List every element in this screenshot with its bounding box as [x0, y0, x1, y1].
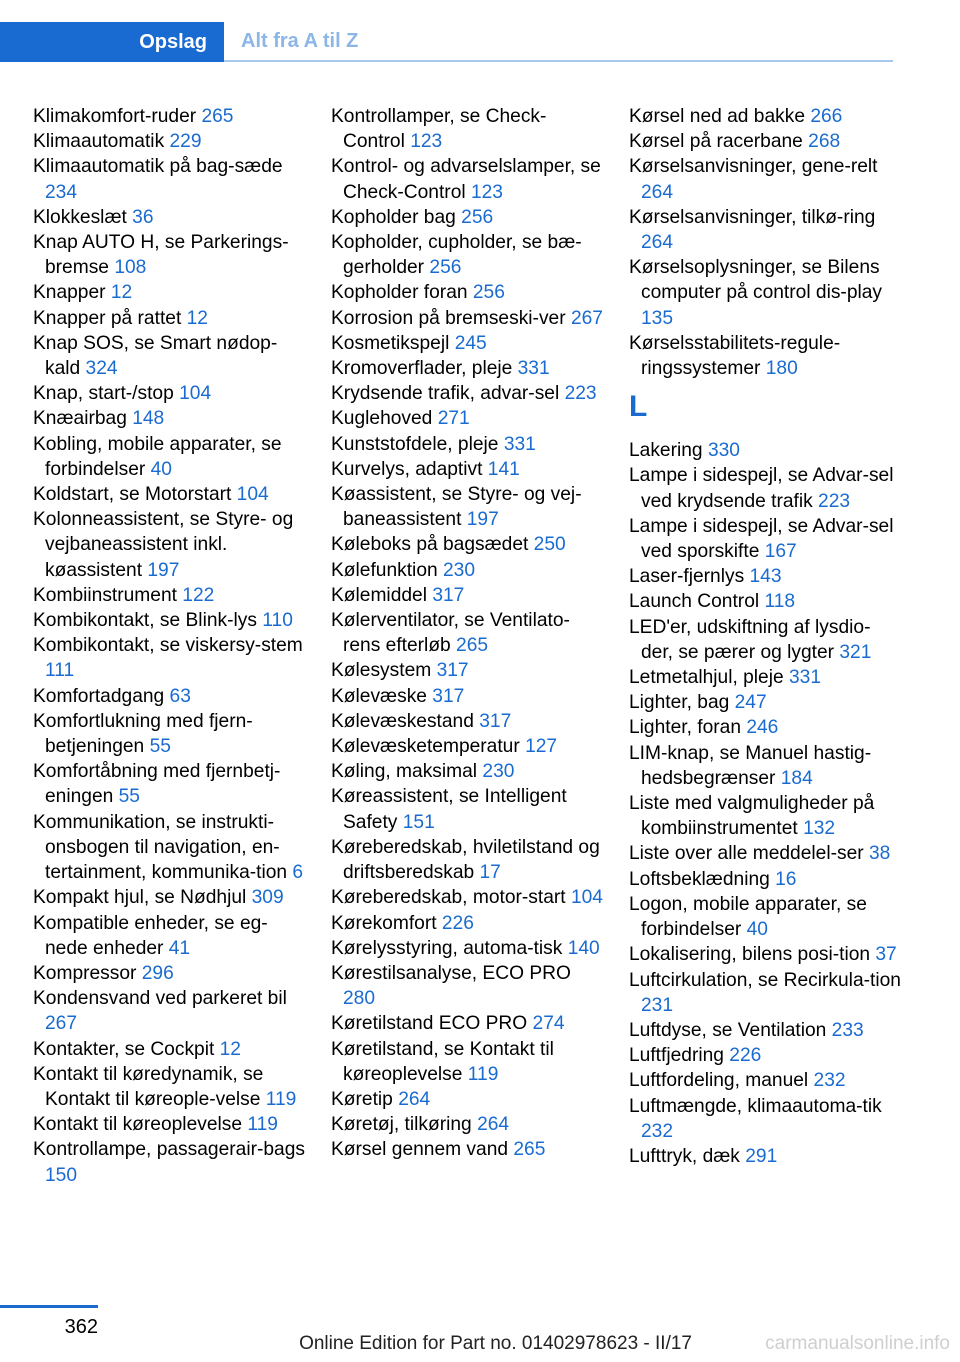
- index-entry: [331, 608, 603, 658]
- index-entry: [331, 230, 603, 280]
- page-number: 362: [64, 1316, 98, 1338]
- index-entry-page-link[interactable]: 256: [429, 257, 462, 279]
- index-entry: [33, 205, 305, 230]
- index-entry-page-link[interactable]: 104: [236, 484, 269, 506]
- index-entry-page-link[interactable]: 296: [141, 962, 174, 984]
- index-entry-page-link[interactable]: 267: [570, 307, 603, 329]
- index-entry: [629, 690, 901, 715]
- index-entry-page-link[interactable]: 118: [764, 591, 796, 613]
- index-entry-term: Kompressor: [33, 962, 142, 984]
- index-entry: [331, 1011, 603, 1036]
- index-entry-page-link[interactable]: 143: [749, 566, 782, 588]
- index-entry: [33, 709, 305, 759]
- index-entry: [331, 1037, 603, 1087]
- index-entry-page-link[interactable]: 317: [432, 584, 465, 606]
- index-entry-term: Køreassistent, se Intelligent Safety: [331, 786, 567, 833]
- index-entry-term: Lokalisering, bilens posi-tion: [629, 944, 876, 966]
- index-entry-page-link[interactable]: 111: [45, 660, 75, 682]
- index-entry-page-link[interactable]: 41: [168, 937, 191, 959]
- index-entry: [33, 608, 305, 633]
- index-entry: [331, 835, 603, 885]
- index-entry-term: Kørselsstabilitets-regule-ringssystemer: [629, 332, 841, 380]
- index-entry: [629, 942, 901, 967]
- index-entry: [331, 558, 603, 583]
- index-entry-term: Knap, start-/stop: [33, 383, 180, 405]
- index-entry-page-link[interactable]: 245: [454, 332, 487, 354]
- index-entry-term: Kørselsanvisninger, tilkø-ring: [629, 206, 876, 228]
- index-entry-page-link[interactable]: 226: [441, 912, 474, 934]
- index-entry-term: Kontakter, se Cockpit: [33, 1038, 220, 1060]
- index-entry-term: Loftsbeklædning: [629, 868, 776, 890]
- index-entry: [33, 1062, 305, 1112]
- index-entry-term: Køling, maksimal: [331, 761, 483, 783]
- index-entry: [331, 784, 603, 834]
- index-entry-page-link[interactable]: 331: [503, 433, 536, 455]
- index-entry-page-link[interactable]: 331: [517, 358, 550, 380]
- index-entry-page-link[interactable]: 40: [746, 919, 768, 941]
- index-entry: [331, 482, 603, 532]
- index-entry-term: Kørelysstyring, automa-tisk: [331, 937, 568, 959]
- index-entry: [33, 482, 305, 507]
- index-entry-term: Kontakt til køredynamik, se Kontakt til køreople-velse: [33, 1063, 266, 1110]
- index-entry-term: Køretilstand, se Kontakt til køreoplevelse: [331, 1038, 554, 1085]
- index-entry: [33, 583, 305, 608]
- index-entry-term: Knap AUTO H, se Parkerings-bremse: [33, 232, 289, 279]
- index-entry-term: Kørestilsanalyse, ECO PRO: [331, 962, 571, 984]
- index-entry: [629, 564, 901, 589]
- index-entry-page-link[interactable]: 267: [45, 1013, 78, 1035]
- index-entry-page-link[interactable]: 55: [149, 736, 171, 758]
- index-column-3: [629, 104, 901, 1169]
- index-entry: [331, 154, 603, 204]
- index-entry: [33, 1037, 305, 1062]
- index-entry: [331, 104, 603, 154]
- index-entry-term: Luftfordeling, manuel: [629, 1070, 814, 1092]
- index-entry-page-link[interactable]: 17: [479, 862, 501, 884]
- index-entry: [33, 406, 305, 431]
- index-entry: [629, 741, 901, 791]
- index-entry-page-link[interactable]: 12: [219, 1038, 241, 1060]
- index-entry-page-link[interactable]: 231: [641, 994, 674, 1016]
- index-entry-page-link[interactable]: 264: [398, 1088, 431, 1110]
- index-entry-page-link[interactable]: 223: [564, 383, 597, 405]
- index-entry: [629, 1094, 901, 1144]
- index-entry-page-link[interactable]: 266: [810, 106, 843, 127]
- index-entry-page-link[interactable]: 280: [343, 988, 376, 1010]
- index-entry-page-link[interactable]: 264: [641, 181, 674, 203]
- index-entry-term: Kosmetikspejl: [331, 332, 455, 354]
- index-entry-term: Kørekomfort: [331, 912, 442, 934]
- index-entry-term: Laser-fjernlys: [629, 566, 750, 588]
- index-entry-page-link[interactable]: 119: [247, 1114, 278, 1136]
- index-entry-term: Lampe i sidespejl, se Advar-sel ved krydsende trafik: [629, 465, 894, 512]
- index-entry-term: Kondensvand ved parkeret bil: [33, 988, 287, 1010]
- index-entry-page-link[interactable]: 317: [479, 710, 512, 732]
- index-entry: [331, 280, 603, 305]
- index-entry-term: Køleboks på bagsædet: [331, 534, 534, 556]
- index-entry-term: Kølevæskestand: [331, 710, 480, 732]
- index-entry-term: Klimaautomatik på bag-sæde: [33, 156, 283, 178]
- index-entry-term: Lighter, foran: [629, 717, 747, 739]
- index-entry: [629, 968, 901, 1018]
- index-entry-term: Køretip: [331, 1088, 399, 1110]
- index-entry: [629, 615, 901, 665]
- index-entry-page-link[interactable]: 150: [45, 1164, 78, 1186]
- index-entry-term: Knapper på rattet: [33, 307, 187, 329]
- index-entry-term: Køreberedskab, hviletilstand og driftsberedskab: [331, 836, 600, 884]
- index-entry-term: Kopholder, cupholder, se bæ-gerholder: [331, 232, 582, 279]
- index-entry: [33, 885, 305, 910]
- index-entry: [331, 1087, 603, 1112]
- index-entry-page-link[interactable]: 247: [734, 692, 767, 714]
- index-entry-page-link[interactable]: 309: [251, 887, 284, 909]
- index-entry-page-link[interactable]: 234: [45, 181, 78, 203]
- index-entry: [629, 715, 901, 740]
- index-entry-page-link[interactable]: 104: [570, 887, 603, 909]
- index-entry-page-link[interactable]: 246: [746, 717, 779, 739]
- index-entry-page-link[interactable]: 123: [470, 181, 503, 203]
- index-entry-page-link[interactable]: 127: [525, 736, 558, 758]
- index-entry: [331, 759, 603, 784]
- index-entry-page-link[interactable]: 324: [85, 358, 118, 380]
- index-entry-page-link[interactable]: 12: [186, 307, 208, 329]
- index-entry-page-link[interactable]: 141: [487, 458, 520, 480]
- index-entry: [331, 583, 603, 608]
- index-entry-term: Kørselsanvisninger, gene-relt: [629, 156, 878, 178]
- index-entry: [629, 1043, 901, 1068]
- index-entry-page-link[interactable]: 271: [437, 408, 470, 430]
- index-entry: [33, 280, 305, 305]
- index-entry-page-link[interactable]: 331: [789, 667, 822, 689]
- index-entry: [33, 507, 305, 583]
- index-section-letter: L: [629, 390, 648, 424]
- index-entry: [629, 463, 901, 513]
- index-entry-term: Kromoverflader, pleje: [331, 358, 518, 380]
- index-entry: [33, 230, 305, 280]
- index-entry: [629, 154, 901, 204]
- index-entry: [629, 841, 901, 866]
- index-entry-page-link[interactable]: 232: [813, 1070, 846, 1092]
- index-entry-term: Komfortåbning med fjernbetj-eningen: [33, 761, 281, 808]
- index-entry-page-link[interactable]: 16: [775, 868, 797, 890]
- index-entry: [33, 331, 305, 381]
- index-entry-term: Korrosion på bremseski-ver: [331, 307, 571, 329]
- index-entry: [33, 1112, 305, 1137]
- index-entry-page-link[interactable]: 63: [169, 685, 191, 707]
- index-entry-page-link[interactable]: 180: [765, 358, 798, 380]
- index-entry-term: Kurvelys, adaptivt: [331, 458, 488, 480]
- index-entry: [33, 986, 305, 1036]
- index-entry-page-link[interactable]: 226: [729, 1045, 762, 1067]
- index-entry: [629, 589, 901, 614]
- index-entry-page-link[interactable]: 265: [201, 106, 234, 127]
- index-entry: [629, 514, 901, 564]
- index-entry-page-link[interactable]: 321: [839, 641, 872, 663]
- index-entry: [331, 734, 603, 759]
- index-entry-term: Kølefunktion: [331, 559, 443, 581]
- index-entry: [629, 867, 901, 892]
- index-entry-term: Kørsel gennem vand: [331, 1139, 514, 1161]
- index-entry-page-link[interactable]: 230: [482, 761, 515, 783]
- index-entry-page-link[interactable]: 317: [432, 685, 465, 707]
- index-entry-term: Kombikontakt, se viskersy-stem: [33, 635, 303, 657]
- index-entry-page-link[interactable]: 148: [132, 408, 165, 430]
- index-entry-term: Kunststofdele, pleje: [331, 433, 504, 455]
- index-column-2: [331, 104, 603, 1163]
- index-entry: [331, 658, 603, 683]
- index-entry-term: Kompatible enheder, se eg-nede enheder: [33, 912, 268, 959]
- index-entry-page-link[interactable]: 110: [262, 610, 293, 632]
- index-entry-term: Kontakt til køreoplevelse: [33, 1114, 248, 1136]
- index-entry: [629, 129, 901, 154]
- index-entry: [331, 936, 603, 961]
- index-entry: [629, 104, 901, 129]
- index-entry-term: Koldstart, se Motorstart: [33, 484, 237, 506]
- index-entry-page-link[interactable]: 38: [868, 843, 891, 865]
- index-entry-term: Knapper: [33, 282, 111, 304]
- index-entry: [629, 438, 901, 463]
- index-entry: [331, 457, 603, 482]
- index-entry-term: Klimakomfort-ruder: [33, 106, 202, 127]
- index-entry: [629, 892, 901, 942]
- index-entry: [33, 810, 305, 886]
- index-entry: [629, 205, 901, 255]
- index-entry-term: Kølemiddel: [331, 584, 433, 606]
- index-entry: [33, 684, 305, 709]
- index-entry-term: LED'er, udskiftning af lysdio-der, se pærer og lygter: [629, 616, 871, 663]
- index-entry-term: Luftdyse, se Ventilation: [629, 1019, 832, 1041]
- index-entry-page-link[interactable]: 232: [641, 1120, 674, 1142]
- index-column-1: [33, 104, 305, 1188]
- index-entry: [33, 306, 305, 331]
- index-entry-term: Kørselsoplysninger, se Bilens computer på control dis-play: [629, 257, 883, 304]
- index-entry: [629, 255, 901, 331]
- index-entry: [33, 759, 305, 809]
- index-entry-page-link[interactable]: 167: [764, 541, 797, 563]
- index-entry: [331, 885, 603, 910]
- index-entry-term: Kopholder foran: [331, 282, 473, 304]
- index-entry-page-link[interactable]: 6: [292, 862, 304, 884]
- index-entry-term: Launch Control: [629, 591, 765, 613]
- index-entry-term: Kontrol- og advarselslamper, se Check-Control: [331, 156, 601, 203]
- tab-alt-fra-a-til-z[interactable]: Alt fra A til Z: [224, 22, 893, 62]
- index-entry-term: LIM-knap, se Manuel hastig-hedsbegrænser: [629, 742, 872, 789]
- index-entry-page-link[interactable]: 122: [182, 584, 215, 606]
- index-entry-page-link[interactable]: 268: [808, 131, 841, 153]
- index-entry-term: Køretøj, tilkøring: [331, 1114, 478, 1136]
- index-entry-term: Lampe i sidespejl, se Advar-sel ved sporskifte: [629, 515, 894, 563]
- index-entry: [629, 1068, 901, 1093]
- index-entry-page-link[interactable]: 264: [641, 232, 674, 254]
- index-entry-term: Kontrollamper, se Check-Control: [331, 106, 547, 153]
- index-entry: [331, 1137, 603, 1162]
- index-entry-term: Kompakt hjul, se Nødhjul: [33, 887, 252, 909]
- index-entry-term: Kombiinstrument: [33, 584, 183, 606]
- index-entry-page-link[interactable]: 229: [169, 131, 202, 153]
- index-entry: [33, 129, 305, 154]
- index-entry-term: Klokkeslæt: [33, 206, 133, 228]
- index-entry: [33, 1137, 305, 1187]
- index-entry-page-link[interactable]: 184: [780, 767, 813, 789]
- index-entry-page-link[interactable]: 37: [875, 944, 897, 966]
- index-entry-page-link[interactable]: 151: [402, 811, 435, 833]
- page-number-rule: [0, 1305, 98, 1308]
- index-entry-page-link[interactable]: 132: [803, 818, 836, 840]
- index-entry-term: Køretilstand ECO PRO: [331, 1013, 533, 1035]
- index-entry: [331, 432, 603, 457]
- index-entry-term: Knæairbag: [33, 408, 133, 430]
- index-entry-term: Kølevæske: [331, 685, 433, 707]
- index-entry-page-link[interactable]: 12: [110, 282, 133, 304]
- index-entry-term: Komfortadgang: [33, 685, 170, 707]
- index-entry: [331, 406, 603, 431]
- index-entry: [629, 1144, 901, 1169]
- index-entry-term: Kobling, mobile apparater, se forbindelser: [33, 433, 282, 480]
- index-entry: [33, 104, 305, 129]
- index-entry-term: Krydsende trafik, advar-sel: [331, 383, 565, 405]
- index-entry-term: Letmetalhjul, pleje: [629, 667, 789, 689]
- index-entry-page-link[interactable]: 256: [472, 282, 505, 304]
- index-entry-page-link[interactable]: 40: [150, 458, 172, 480]
- index-entry-term: Lakering: [629, 440, 708, 462]
- index-entry: [331, 911, 603, 936]
- index-entry-page-link[interactable]: 104: [179, 383, 212, 405]
- index-entry: [33, 911, 305, 961]
- index-entry: [629, 1018, 901, 1043]
- index-entry-page-link[interactable]: 291: [745, 1145, 778, 1167]
- watermark: carmanualsonline.info: [765, 1333, 950, 1354]
- index-entry-page-link[interactable]: 317: [436, 660, 469, 682]
- index-entry-term: Kontrollampe, passagerair-bags: [33, 1139, 305, 1161]
- index-entry-page-link[interactable]: 119: [467, 1063, 499, 1085]
- index-entry-page-link[interactable]: 230: [443, 559, 476, 581]
- index-entry-term: Kolonneassistent, se Styre- og vejbaneassistent inkl. køassistent: [33, 509, 294, 581]
- index-entry-page-link[interactable]: 119: [265, 1088, 297, 1110]
- index-entry-term: Luftcirkulation, se Recirkula-tion: [629, 969, 901, 991]
- index-entry-page-link[interactable]: 223: [818, 490, 851, 512]
- header-tabbar: [0, 22, 893, 62]
- index-entry-page-link[interactable]: 55: [118, 786, 140, 808]
- index-entry-page-link[interactable]: 274: [532, 1013, 565, 1035]
- index-entry-page-link[interactable]: 330: [707, 440, 740, 462]
- index-entry-page-link[interactable]: 123: [410, 131, 443, 153]
- index-entry-page-link[interactable]: 256: [461, 206, 494, 228]
- index-entry: [331, 709, 603, 734]
- index-entry: [331, 684, 603, 709]
- index-entry: [629, 791, 901, 841]
- index-entry-term: Kopholder bag: [331, 206, 462, 228]
- index-entry-page-link[interactable]: 265: [456, 635, 489, 657]
- index-entry: [331, 1112, 603, 1137]
- index-entry: [331, 356, 603, 381]
- index-entry-term: Klimaautomatik: [33, 131, 170, 153]
- index-entry-term: Logon, mobile apparater, se forbindelser: [629, 893, 867, 941]
- index-entry-term: Kommunikation, se instrukti-onsbogen til navigation, en-tertainment, kommunika-tion: [33, 811, 293, 884]
- index-entry: [331, 331, 603, 356]
- index-entry-term: Kuglehoved: [331, 408, 438, 430]
- index-entry-page-link[interactable]: 264: [477, 1114, 510, 1136]
- index-entry-term: Køreberedskab, motor-start: [331, 887, 571, 909]
- index-entry: [33, 633, 305, 683]
- index-entry-page-link[interactable]: 250: [533, 534, 566, 556]
- index-entry-term: Kølesystem: [331, 660, 437, 682]
- index-entry-term: Kølerventilator, se Ventilato-rens efterløb: [331, 610, 570, 657]
- index-entry-term: Kørsel på racerbane: [629, 131, 809, 153]
- index-entry-term: Liste over alle meddelel-ser: [629, 843, 869, 865]
- tab-opslag[interactable]: Opslag: [0, 22, 224, 62]
- index-entry-term: Kølevæsketemperatur: [331, 736, 526, 758]
- index-entry: [331, 961, 603, 1011]
- index-entry-term: Luftfjedring: [629, 1045, 730, 1067]
- index-entry: [629, 331, 901, 381]
- index-entry-page-link[interactable]: 265: [513, 1139, 546, 1161]
- index-entry-term: Kørsel ned ad bakke: [629, 106, 811, 127]
- index-entry-page-link[interactable]: 197: [466, 509, 499, 531]
- index-entry-page-link[interactable]: 197: [147, 559, 180, 581]
- index-entry-page-link[interactable]: 36: [132, 206, 154, 228]
- index-entry-term: Komfortlukning med fjern-betjeningen: [33, 710, 253, 758]
- index-entry: [331, 306, 603, 331]
- index-entry-term: Køassistent, se Styre- og vej-baneassistent: [331, 484, 582, 531]
- index-entry: [33, 432, 305, 482]
- index-entry: [331, 381, 603, 406]
- index-entry-term: Lighter, bag: [629, 692, 735, 714]
- index-entry-term: Luftmængde, klimaautoma-tik: [629, 1095, 882, 1117]
- index-entry-term: Kombikontakt, se Blink-lys: [33, 610, 263, 632]
- index-entry: [33, 961, 305, 986]
- index-entry-term: Liste med valgmuligheder på kombiinstrumentet: [629, 793, 875, 840]
- index-entry: [33, 154, 305, 204]
- index-entry-term: Lufttryk, dæk: [629, 1145, 746, 1167]
- footer-edition-text: Online Edition for Part no. 01402978623 - II/17: [299, 1333, 692, 1354]
- index-entry-page-link[interactable]: 233: [831, 1019, 864, 1041]
- index-entry: [331, 205, 603, 230]
- index-entry-term: Knap SOS, se Smart nødop-kald: [33, 332, 278, 380]
- index-entry: [33, 381, 305, 406]
- index-entry-page-link[interactable]: 140: [567, 937, 600, 959]
- index-entry-page-link[interactable]: 135: [641, 307, 674, 329]
- index-entry: [331, 532, 603, 557]
- index-entry: [629, 665, 901, 690]
- index-entry-page-link[interactable]: 108: [114, 257, 147, 279]
